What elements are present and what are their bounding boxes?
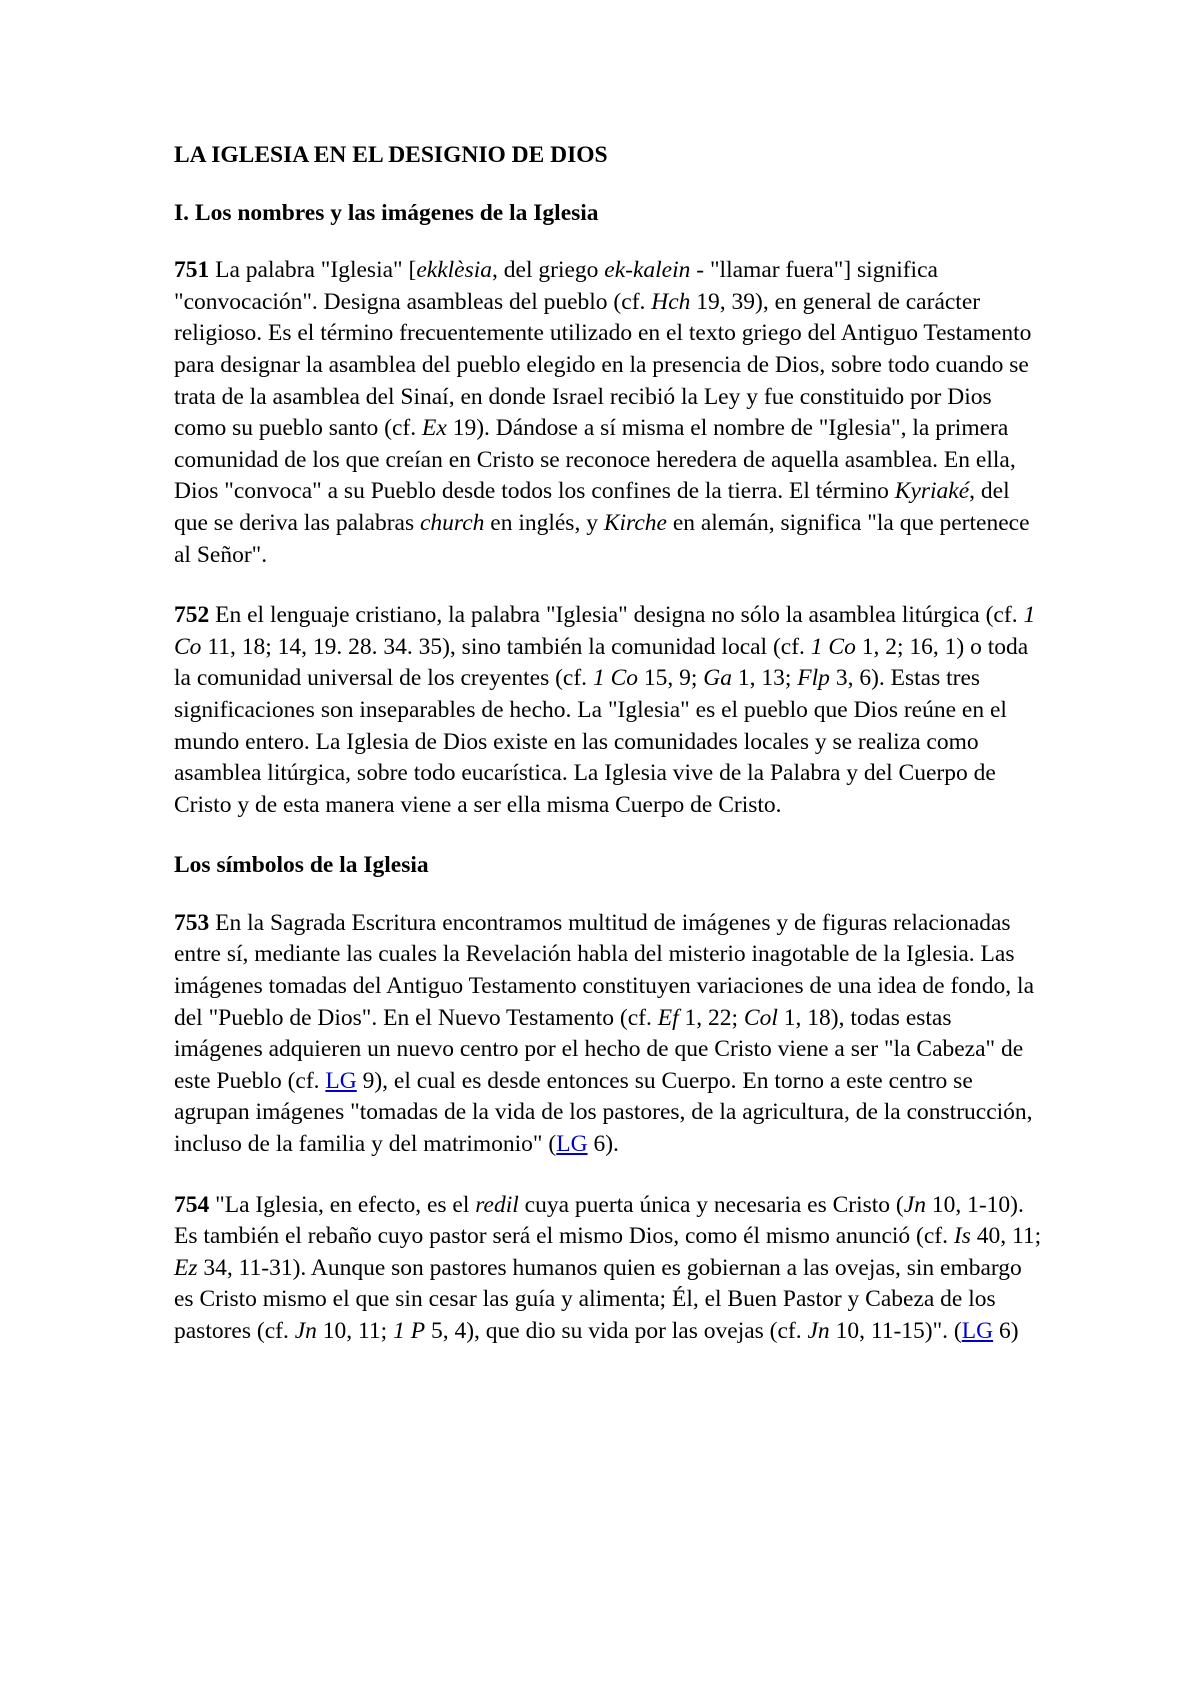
paragraph-752: 752 En el lenguaje cristiano, la palabra "Iglesia" designa no sólo la asamblea litúrgica (cf. 1 Co 11, 18; 14, 19. 28. 34. 35), sino también la comunidad local (cf. 1 Co 1, 2; 16, 1) o toda la comunidad universal de los creyentes (cf. 1 Co 15, 9; Ga 1, 13; Flp 3, 6). Estas tres significaciones son inseparables de hecho. La "Iglesia" es el pueblo que Dios reúne en el mundo entero. La Iglesia de Dios existe en las comunidades locales y se realiza como asamblea litúrgica, sobre todo eucarística. La Iglesia vive de la Palabra y del Cuerpo de Cristo y de esta manera viene a ser ella misma Cuerpo de Cristo. — [174, 602, 1036, 818]
paragraph-number: 754 — [174, 1191, 210, 1218]
paragraph-number: 752 — [174, 602, 210, 629]
lg-link[interactable]: LG — [556, 1131, 588, 1158]
lg-link[interactable]: LG — [325, 1067, 357, 1094]
document-body — [174, 140, 1044, 1377]
section-heading-names-images: I. Los nombres y las imágenes de la Iglesia — [174, 199, 599, 226]
paragraph-751: 751 La palabra "Iglesia" [ekklèsia, del griego ek-kalein - "llamar fuera"] significa "convocación". Designa asambleas del pueblo (cf. Hch 19, 39), en general de carácter religioso. Es el término frecuentemente utilizado en el texto griego del Antiguo Testamento para designar la asamblea del pueblo elegido en la presencia de Dios, sobre todo cuando se trata de la asamblea del Sinaí, en donde Israel recibió la Ley y fue constituido por Dios como su pueblo santo (cf. Ex 19). Dándose a sí misma el nombre de "Iglesia", la primera comunidad de los que creían en Cristo se reconoce heredera de aquella asamblea. En ella, Dios "convoca" a su Pueblo desde todos los confines de la tierra. El término Kyriaké, del que se deriva las palabras church en inglés, y Kirche en alemán, significa "la que pertenece al Señor". — [174, 257, 1032, 568]
paragraph-753: 753 En la Sagrada Escritura encontramos multitud de imágenes y de figuras relacionadas entre sí, mediante las cuales la Revelación habla del misterio inagotable de la Iglesia. Las imágenes tomadas del Antiguo Testamento constituyen variaciones de una idea de fondo, la del "Pueblo de Dios". En el Nuevo Testamento (cf. Ef 1, 22; Col 1, 18), todas estas imágenes adquieren un nuevo centro por el hecho de que Cristo viene a ser "la Cabeza" de este Pueblo (cf. LG 9), el cual es desde entonces su Cuerpo. En torno a este centro se agrupan imágenes "tomadas de la vida de los pastores, de la agricultura, de la construcción, incluso de la familia y del matrimonio" (LG 6). — [174, 909, 1034, 1158]
lg-link[interactable]: LG — [961, 1318, 994, 1344]
section-heading-symbols: Los símbolos de la Iglesia — [174, 852, 429, 879]
paragraph-number: 751 — [174, 257, 210, 284]
paragraph-754: 754 "La Iglesia, en efecto, es el redil cuya puerta única y necesaria es Cristo (Jn 10, 1-10). Es también el rebaño cuyo pastor será el mismo Dios, como él mismo anunció (cf. Is 40, 11; Ez 34, 11-31). Aunque son pastores humanos quien es gobiernan a las ovejas, sin embargo es Cristo mismo el que sin cesar las guía y alimenta; Él, el Buen Pastor y Cabeza de los pastores (cf. Jn 10, 11; 1 P 5, 4), que dio su vida por las ovejas (cf. Jn 10, 11-15)". (LG 6) — [174, 1191, 1042, 1344]
paragraph-number: 753 — [174, 909, 210, 936]
document-title: LA IGLESIA EN EL DESIGNIO DE DIOS — [174, 142, 608, 168]
